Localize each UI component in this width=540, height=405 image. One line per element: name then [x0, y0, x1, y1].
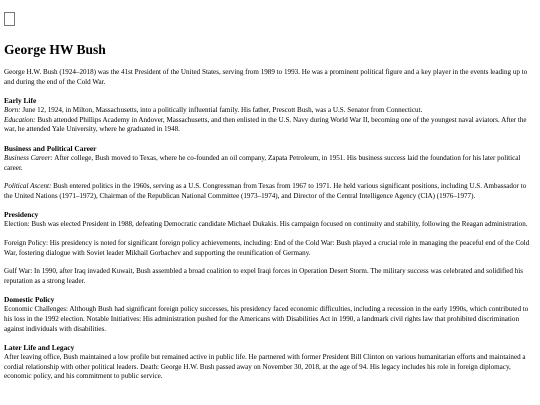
born-label: Born:	[4, 106, 21, 115]
foreign-policy-paragraph: Foreign Policy: His presidency is noted for significant foreign policy achievements, including: End of the Cold War: Bush played a crucial role in managing the peaceful end of the Cold War, fostering dialogue with Soviet leader Mikhail Gorbachev and supporting the reunification of Germany.	[4, 238, 530, 257]
section-heading-early-life: Early Life	[4, 96, 37, 106]
early-life-paragraph	[4, 106, 536, 135]
business-career-paragraph	[4, 154, 536, 173]
domestic-policy-paragraph: Economic Challenges: Although Bush had significant foreign policy successes, his presidency faced economic difficulties, including a recession in the early 1990s, which contributed to his loss in the 1992 election. Notable Initiatives: His administration pushed for the Americans with Disabilities Act in 1990, a landmark civil rights law that prohibited discrimination against individuals with disabilities.	[4, 305, 529, 333]
election-paragraph: Election: Bush was elected President in 1988, defeating Democratic candidate Michael Dukakis. His campaign focused on continuity and stability, following the Reagan administration.	[4, 220, 528, 229]
political-ascent-paragraph	[4, 182, 536, 201]
ascent-text: Bush entered politics in the 1960s, serving as a U.S. Congressman from Texas from 1967 to 1971. He held various significant positions, including U.S. Ambassador to the United Nations (1971–1972), Chairman of the Republican National Committee (1973–1974), and Director of the Central Intelligence Agency (CIA) (1976–1977).	[4, 182, 527, 200]
intro-paragraph: George H.W. Bush (1924–2018) was the 41st President of the United States, serving from 1989 to 1993. He was a prominent political figure and a key player in the events leading up to and during the end of the Cold War.	[4, 68, 528, 86]
page-title: George HW Bush	[4, 42, 106, 57]
business-text: After college, Bush moved to Texas, where he co-founded an oil company, Zapata Petroleum, in 1951. His business success laid the foundation for his later political career.	[4, 153, 521, 172]
section-heading-domestic-policy: Domestic Policy	[4, 295, 55, 305]
education-label: Education:	[4, 115, 36, 124]
section-heading-presidency: Presidency	[4, 210, 39, 220]
business-label: Business Career:	[4, 153, 53, 162]
ascent-label: Political Ascent:	[4, 182, 52, 191]
later-life-paragraph: After leaving office, Bush maintained a low profile but remained active in public life. He partnered with former President Bill Clinton on various humanitarian efforts and maintained a cordial relationship with other political leaders. Death: George H.W. Bush passed away on November 30, 2018, at the age of 94. His legacy includes his role in foreign diplomacy, economic policy, and his commitment to public service.	[4, 353, 526, 381]
gulf-war-paragraph: Gulf War: In 1990, after Iraq invaded Kuwait, Bush assembled a broad coalition to expel Iraqi forces in Operation Desert Storm. The military success was celebrated and solidified his reputation as a strong leader.	[4, 267, 524, 285]
section-heading-later-life: Later Life and Legacy	[4, 343, 75, 353]
article-body	[4, 68, 536, 391]
broken-image-icon	[4, 12, 15, 26]
section-heading-business-political: Business and Political Career	[4, 143, 97, 153]
education-text: Bush attended Phillips Academy in Andover, Massachusetts, and then enlisted in the U.S. Navy during World War II, becoming one of the youngest naval aviators. After the war, he attended Yale University, where he graduated in 1948.	[4, 115, 527, 134]
born-text: June 12, 1924, in Milton, Massachusetts, into a politically influential family. His father, Prescott Bush, was a U.S. Senator from Connecticut.	[22, 106, 423, 115]
